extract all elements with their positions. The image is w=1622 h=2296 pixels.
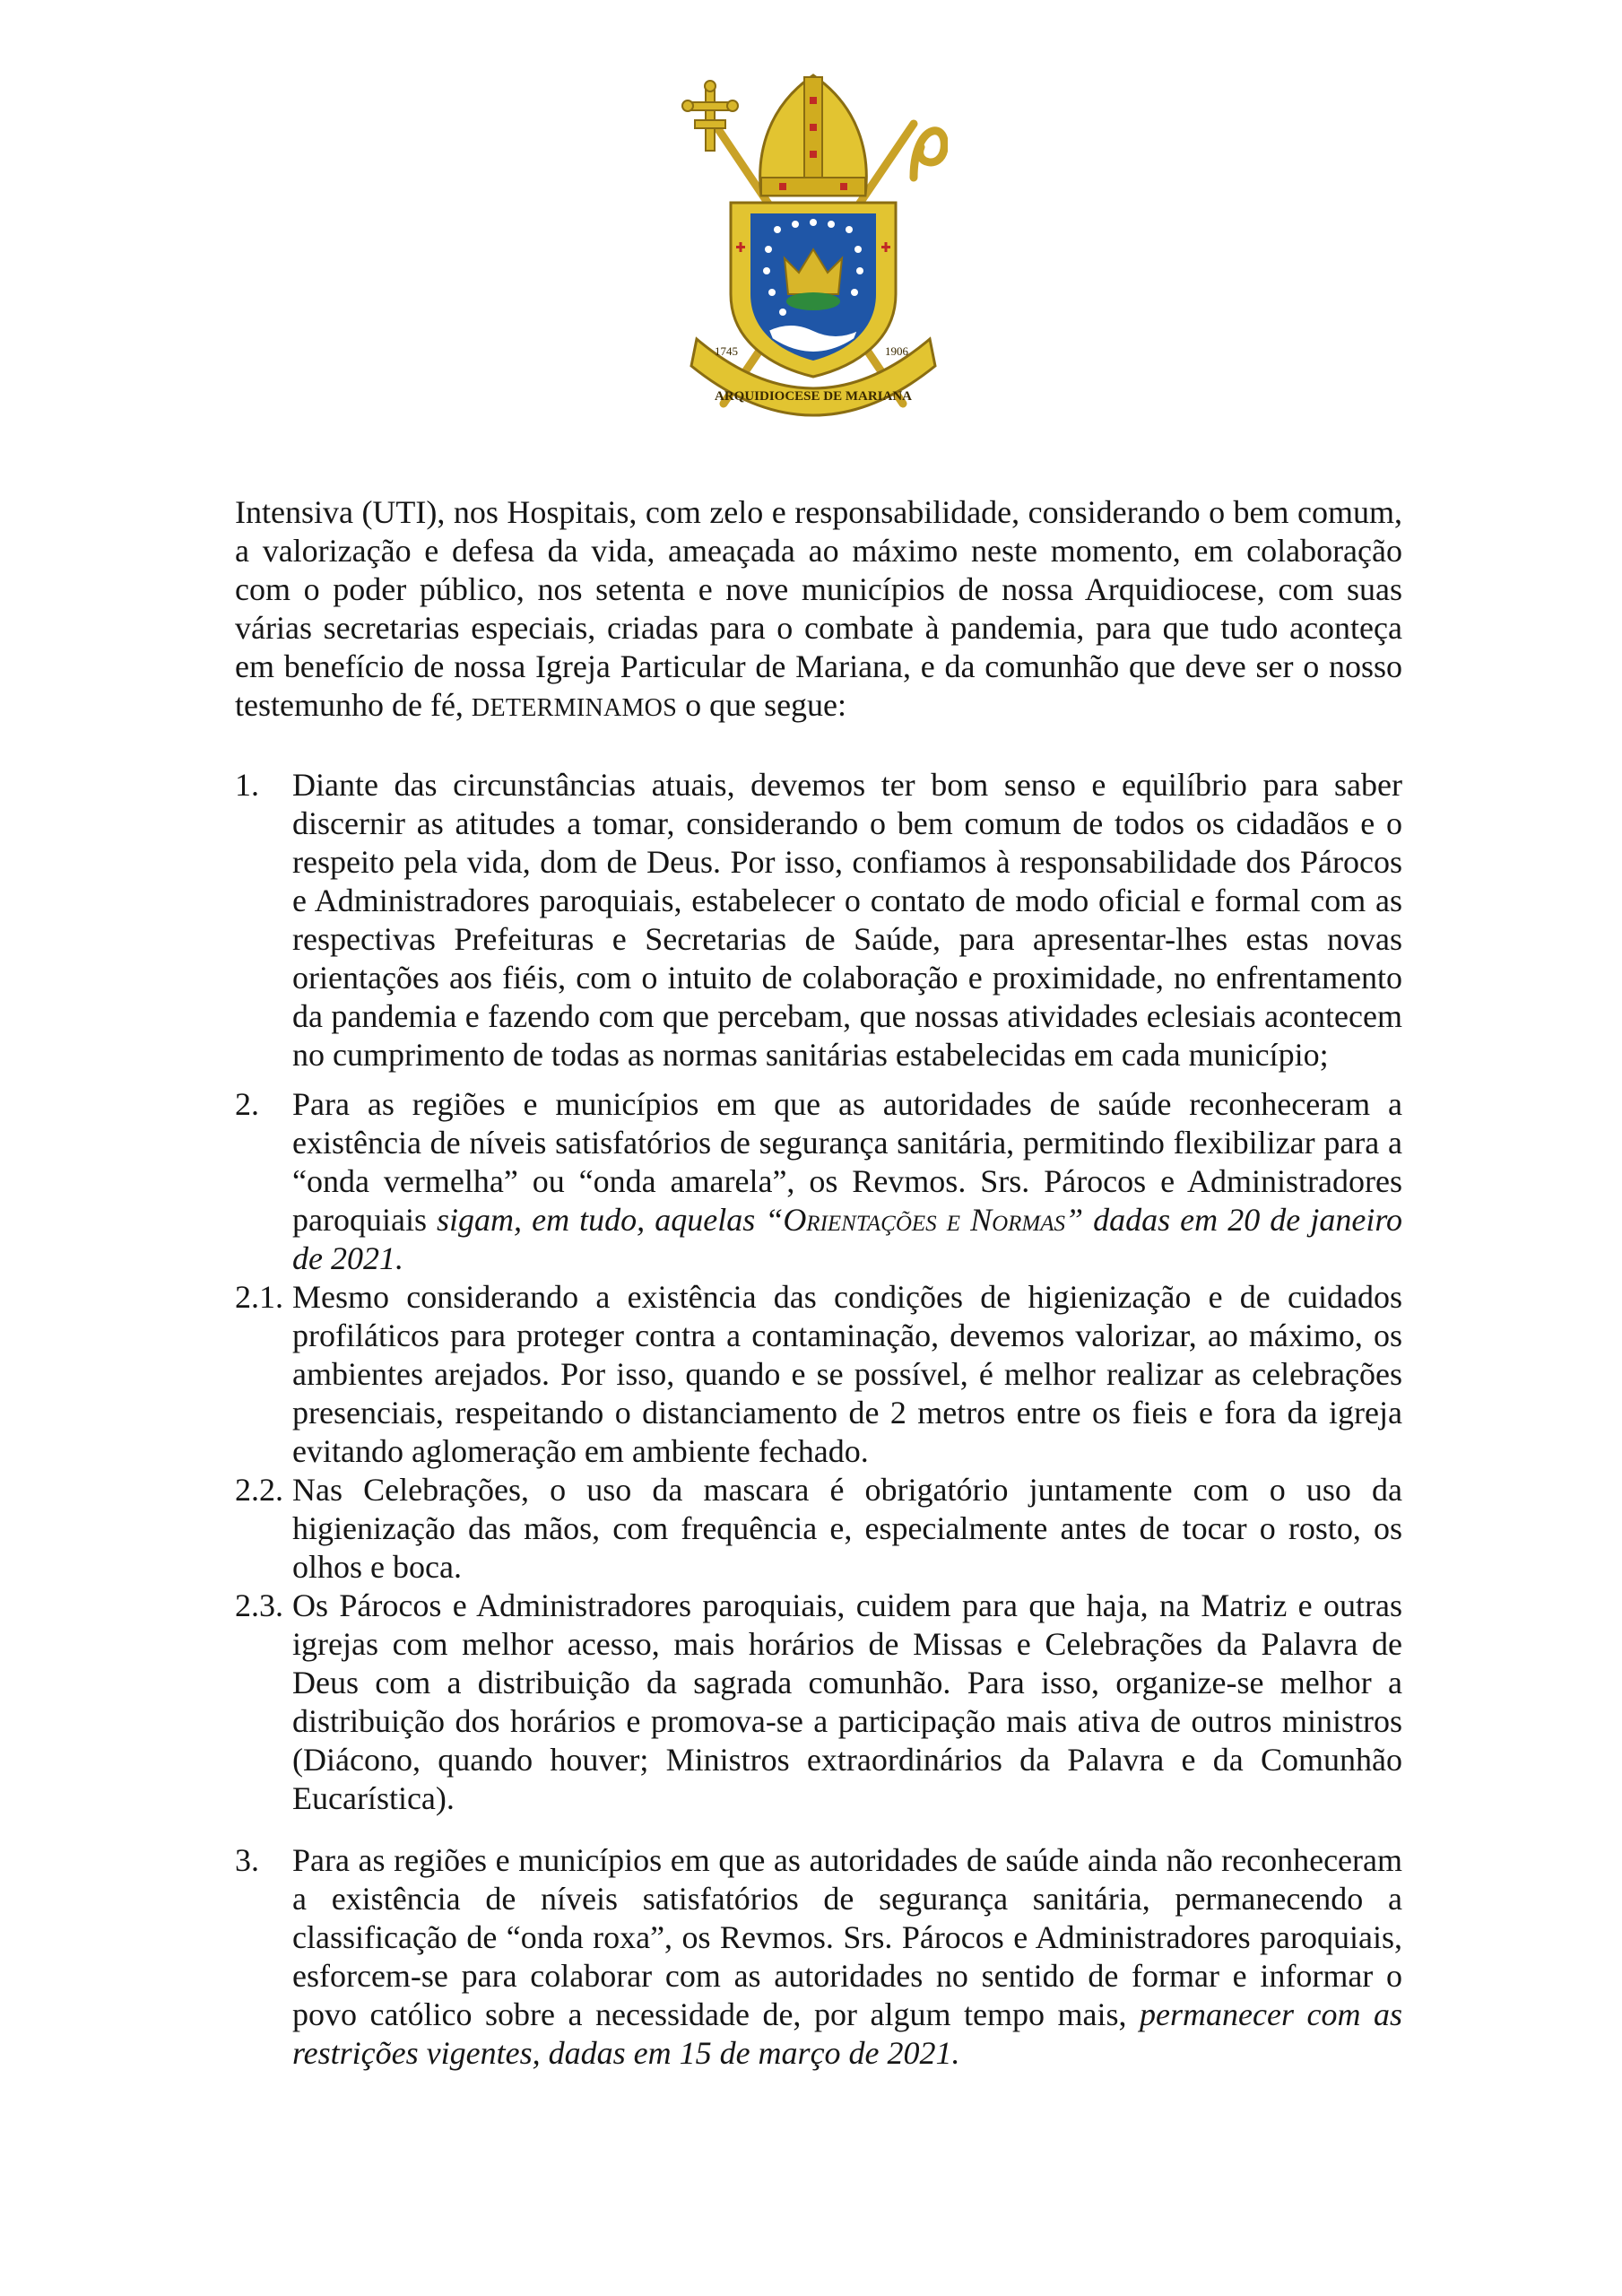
item-text: Os Párocos e Administradores paroquiais, cuidem para que haja, na Matriz e outras igrejas com melhor acesso, mais horários de Missas e Celebrações da Palavra de Deus com a distribuição da sagrada comunhão. Para isso, organize-se melhor a distribuição dos horários e promova-se a participação mais ativa de outros ministros (Diácono, quando houver; Ministros extraordinários da Palavra e da Comunhão Eucarística). xyxy=(292,1587,1402,1816)
intro-keyword: DETERMINAMOS xyxy=(471,694,678,722)
seal-year-left: 1745 xyxy=(715,344,738,358)
item-italic: permanecer com as restrições vigentes, dadas em 15 de março de 2021. xyxy=(292,1996,1403,2071)
item-text-wrap xyxy=(292,1085,1402,1278)
seal-name: ARQUIDIOCESE DE MARIANA xyxy=(714,389,913,404)
list-item-1 xyxy=(235,766,1402,1074)
item-number: 2. xyxy=(235,1086,259,1122)
item-text: Diante das circunstâncias atuais, devemos ter bom senso e equilíbrio para saber discernir as atitudes a tomar, considerando o bem comum de todos os cidadãos e o respeito pela vida, dom de Deus. Por isso, confiamos à responsabilidade dos Párocos e Administradores paroquiais, estabelecer o contato de modo oficial e formal com as respectivas Prefeituras e Secretarias de Saúde, para apresentar-lhes estas novas orientações aos fiéis, com o intuito de colaboração e proximidade, no enfrentamento da pandemia e fazendo com que percebam, que nossas atividades eclesiais acontecem no cumprimento de todas as normas sanitárias estabelecidas em cada município; xyxy=(292,767,1402,1073)
archdiocese-seal xyxy=(679,70,948,429)
item-text: Mesmo considerando a existência das condições de higienização e de cuidados profiláticos para proteger contra a contaminação, devemos valorizar, ao máximo, os ambientes arejados. Por isso, quando e se possível, é melhor realizar as celebrações presenciais, respeitando o distanciamento de 2 metros entre os fieis e fora da igreja evitando aglomeração em ambiente fechado. xyxy=(292,1279,1402,1469)
item-italic-smallcaps: Orientações e Normas xyxy=(783,1202,1066,1238)
intro-paragraph xyxy=(235,493,1402,727)
item-number: 2.1. xyxy=(235,1279,283,1315)
item-text: Para as regiões e municípios em que as autoridades de saúde reconheceram a existência de níveis satisfatórios de segurança sanitária, permitindo flexibilizar para a “onda vermelha” ou “onda amarela”, os Revmos. Srs. Párocos e Administradores paroquiais xyxy=(292,1086,1402,1238)
item-text: Para as regiões e municípios em que as autoridades de saúde ainda não reconheceram a existência de níveis satisfatórios de segurança sanitária, permanecendo a classificação de “onda roxa”, os Revmos. Srs. Párocos e Administradores paroquiais, esforcem-se para colaborar com as autoridades no sentido de formar e informar o povo católico sobre a necessidade de, por algum tempo mais, xyxy=(292,1842,1402,2032)
item-text: Nas Celebrações, o uso da mascara é obrigatório juntamente com o uso da higienização das mãos, com frequência e, especialmente antes de tocar o rosto, os olhos e boca. xyxy=(292,1472,1402,1585)
intro-text: Intensiva (UTI), nos Hospitais, com zelo e responsabilidade, considerando o bem comum, a valorização e defesa da vida, ameaçada ao máximo neste momento, em colaboração com o poder público, nos setenta e nove municípios de nossa Arquidiocese, com suas várias secretarias especiais, criadas para o combate à pandemia, para que tudo aconteça em benefício de nossa Igreja Particular de Mariana, e da comunhão que deve ser o nosso testemunho de fé, xyxy=(235,494,1402,723)
decree-body xyxy=(235,493,1402,2073)
item-number: 1. xyxy=(235,767,259,803)
item-italic-a: sigam, em tudo, aquelas “ xyxy=(437,1202,784,1238)
item-number: 2.3. xyxy=(235,1587,283,1623)
item-text-wrap xyxy=(292,1841,1402,2073)
item-number: 3. xyxy=(235,1842,259,1878)
list-item-2-3 xyxy=(235,1587,1402,1818)
item-italic-b: ” dadas em 20 de janeiro de 2021. xyxy=(292,1202,1402,1276)
item-number: 2.2. xyxy=(235,1472,283,1508)
intro-tail: o que segue: xyxy=(685,687,847,723)
list-item-2 xyxy=(235,1085,1402,1278)
seal-year-right: 1906 xyxy=(885,344,908,358)
list-item-2-2 xyxy=(235,1471,1402,1587)
list-item-2-1 xyxy=(235,1278,1402,1471)
list-item-3 xyxy=(235,1841,1402,2073)
